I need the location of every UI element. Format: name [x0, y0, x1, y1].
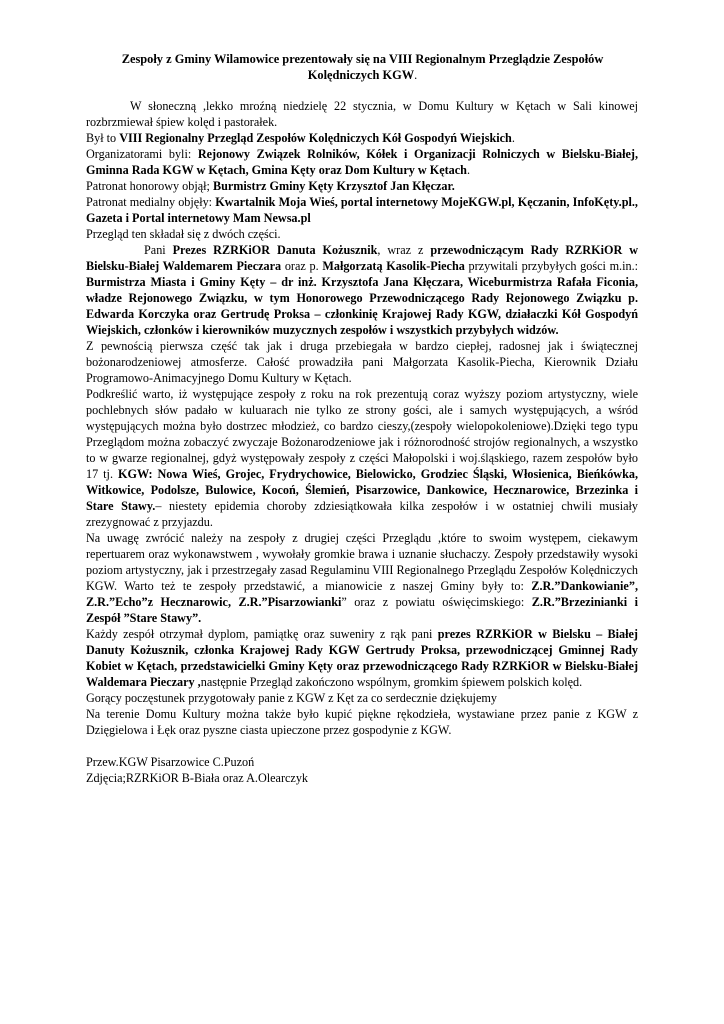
awards-presenters: prezes RZRKiOR w Bielsku – Białej Danuty Kożusznik, członka Krajowej Rady KGW Gertrudy Proksa, przewodniczącej Gminnej Rady Kobiet w Kętach, przedstawicielki Gminy Kęty oraz przewodniczącego Rady RZRKiOR w Bielsku-Białej Waldemara Pieczary , — [86, 627, 638, 689]
spacer — [86, 738, 638, 754]
ensembles-list: KGW: Nowa Wieś, Grojec, Frydrychowice, Bielowicko, Grodziec Śląski, Włosienica, Bieńkówka, Witkowice, Podolsze, Bulowice, Kocoń, Ślemień, Pisarzowice, Dankowice, Hecznarowice, Brzezinka i Stare Stawy. — [86, 467, 639, 513]
thanks-text: Gorący poczęstunek przygotowały panie z KGW z Kęt za co serdecznie dziękujemy — [86, 691, 497, 705]
event-name-suffix: . — [511, 131, 515, 145]
parts-paragraph — [86, 226, 638, 242]
welcome-guests: Burmistrza Miasta i Gminy Kęty – dr inż. Krzysztofa Jana Kłęczara, Wiceburmistrza Rafała Ficonia, władze Rejonowego Związku, w tym Honorowego Przewodniczącego Rady Rejonowego Związku p. Edwarda Korczyka oraz Gertrudę Proksa – członkinię Krajowej Rady KGW, działaczki Kół Gospodyń Wiejskich, członków i kierowników muzycznych zespołów i wszystkich przybyłych widzów. — [86, 275, 638, 337]
ensembles-text-1: Podkreślić warto, iż występujące zespoły z roku na rok prezentują coraz wyższy poziom artystyczny, wiele pochlebnych słów padało w kuluarach nie tylko ze strony gości, ale i samych występujących, a wśród występujących można było dostrzec młodzież, co bardzo cieszy,(zespoły wielopokoleniowe).Dzięki tego typu Przeglądom można zobaczyć zwyczaje Bożonarodzeniowe jak i różnorodność strojów regionalnych, a wszystko to w gwarze regionalnej, gdyż występowały zespoły z części Małopolski i woj.śląskiego, razem zespołów było 17 tj. — [86, 387, 638, 481]
awards-text-1: Każdy zespół otrzymał dyplom, pamiątkę oraz suweniry z rąk pani — [86, 627, 438, 641]
parts-text: Przegląd ten składał się z dwóch części. — [86, 227, 281, 241]
welcome-host-3: Małgorzatą Kasolik-Piecha — [322, 259, 465, 273]
welcome-host-2: przewodniczącym Rady RZRKiOR w Bielsku-Białej Waldemarem Pieczara — [86, 243, 638, 273]
organizers-suffix: . — [466, 163, 471, 177]
ensembles-text-2: – niestety epidemia choroby zdziesiątkowała kilka zespołów i w ostatniej chwili musiały zrezygnować z przyjazdu. — [86, 499, 638, 529]
second-part-text-1: Na uwagę zwrócić należy na zespoły z drugiej części Przeglądu ,które to swoim występem, ciekawym repertuarem oraz wykonawstwem , wywołały gromkie brawa i uznanie słuchaczy. Zespoły przedstawiły wysoki poziom artystyczny, jak i przestrzegały zasad Regulaminu VIII Regionalnego Przeglądu Zespołów Kolędniczych KGW. Warto też te zespoły przedstawić, a mianowicie z naszej Gminy były to: — [86, 531, 638, 593]
local-ensembles: Z.R.”Dankowianie”, Z.R.”Echo”z Hecznarowic, Z.R.”Pisarzowianki — [86, 579, 638, 609]
event-name: VIII Regionalny Przegląd Zespołów Kolędniczych Kół Gospodyń Wiejskich — [119, 131, 512, 145]
organizers-list: Rejonowy Związek Rolników, Kółek i Organizacji Rolniczych w Bielsku-Białej, Gminna Rada KGW w Kętach, Gmina Kęty oraz Dom Kultury w Kętach — [86, 147, 638, 177]
atmosphere-text: Z pewnością pierwsza część tak jak i druga przebiegała w bardzo ciepłej, radosnej jak i świątecznej bożonarodzeniowej atmosferze. Całość prowadziła pani Małgorzata Kasolik-Piecha, Kierownik Działu Programowo-Animacyjnego Domu Kultury w Kętach. — [86, 339, 638, 385]
article-body — [86, 98, 638, 786]
welcome-paragraph — [86, 242, 638, 338]
welcome-text-2: , wraz z — [377, 243, 431, 257]
honorary-patronage-paragraph — [86, 178, 638, 194]
welcome-text-4: przywitali przybyłych gości m.in.: — [464, 259, 639, 273]
welcome-text-1: Pani — [144, 243, 173, 257]
welcome-text-3: oraz p. — [281, 259, 323, 273]
welcome-host-1: Prezes RZRKiOR Danuta Kożusznik — [172, 243, 378, 257]
ensembles-paragraph — [86, 386, 638, 530]
second-part-paragraph — [86, 530, 638, 626]
awards-text-2: następnie Przegląd zakończono wspólnym, gromkim śpiewem polskich kolęd. — [200, 675, 583, 689]
crafts-paragraph — [86, 706, 638, 738]
title-text: Zespoły z Gminy Wilamowice prezentowały się na VIII Regionalnym Przeglądzie Zespołów Kolędniczych KGW — [121, 52, 604, 82]
crafts-text: Na terenie Domu Kultury można także było kupić piękne rękodzieła, wystawiane przez panie z KGW z Dzięgielowa i Łęk oraz pyszne ciasta upieczone przez gospodynie z KGW. — [86, 707, 638, 737]
intro-paragraph — [86, 98, 638, 130]
intro-text: W słoneczną ,lekko mroźną niedzielę 22 stycznia, w Domu Kultury w Kętach w Sali kinowej rozbrzmiewał śpiew kolęd i pastorałek. — [86, 99, 638, 129]
thanks-paragraph — [86, 690, 638, 706]
honorary-patron: Burmistrz Gminy Kęty Krzysztof Jan Kłęczar. — [212, 179, 455, 193]
event-name-prefix: Był to — [86, 131, 120, 145]
organizers-paragraph — [86, 146, 638, 178]
author-line — [86, 754, 638, 770]
awards-paragraph — [86, 626, 638, 690]
media-patrons: Kwartalnik Moja Wieś, portal internetowy MojeKGW.pl, Kęczanin, InfoKęty.pl., Gazeta i Portal internetowy Mam Newsa.pl — [86, 195, 638, 225]
author-text: Przew.KGW Pisarzowice C.Puzoń — [86, 755, 255, 769]
honorary-patronage-label: Patronat honorowy objął; — [86, 179, 213, 193]
atmosphere-paragraph — [86, 338, 638, 386]
media-patronage-label: Patronat medialny objęły: — [86, 195, 216, 209]
photo-credit-text: Zdjęcia;RZRKiOR B-Biała oraz A.Olearczyk — [86, 771, 309, 785]
media-patronage-paragraph — [86, 194, 638, 226]
photo-credit-line — [86, 770, 638, 786]
county-ensembles: Z.R.”Brzezinianki i Zespół ”Stare Stawy”. — [86, 595, 639, 625]
title-period: . — [414, 68, 418, 82]
article-title — [90, 51, 635, 83]
organizers-label: Organizatorami byli: — [86, 147, 198, 161]
second-part-text-2: ” oraz z powiatu oświęcimskiego: — [341, 595, 532, 609]
event-name-paragraph — [86, 130, 638, 146]
